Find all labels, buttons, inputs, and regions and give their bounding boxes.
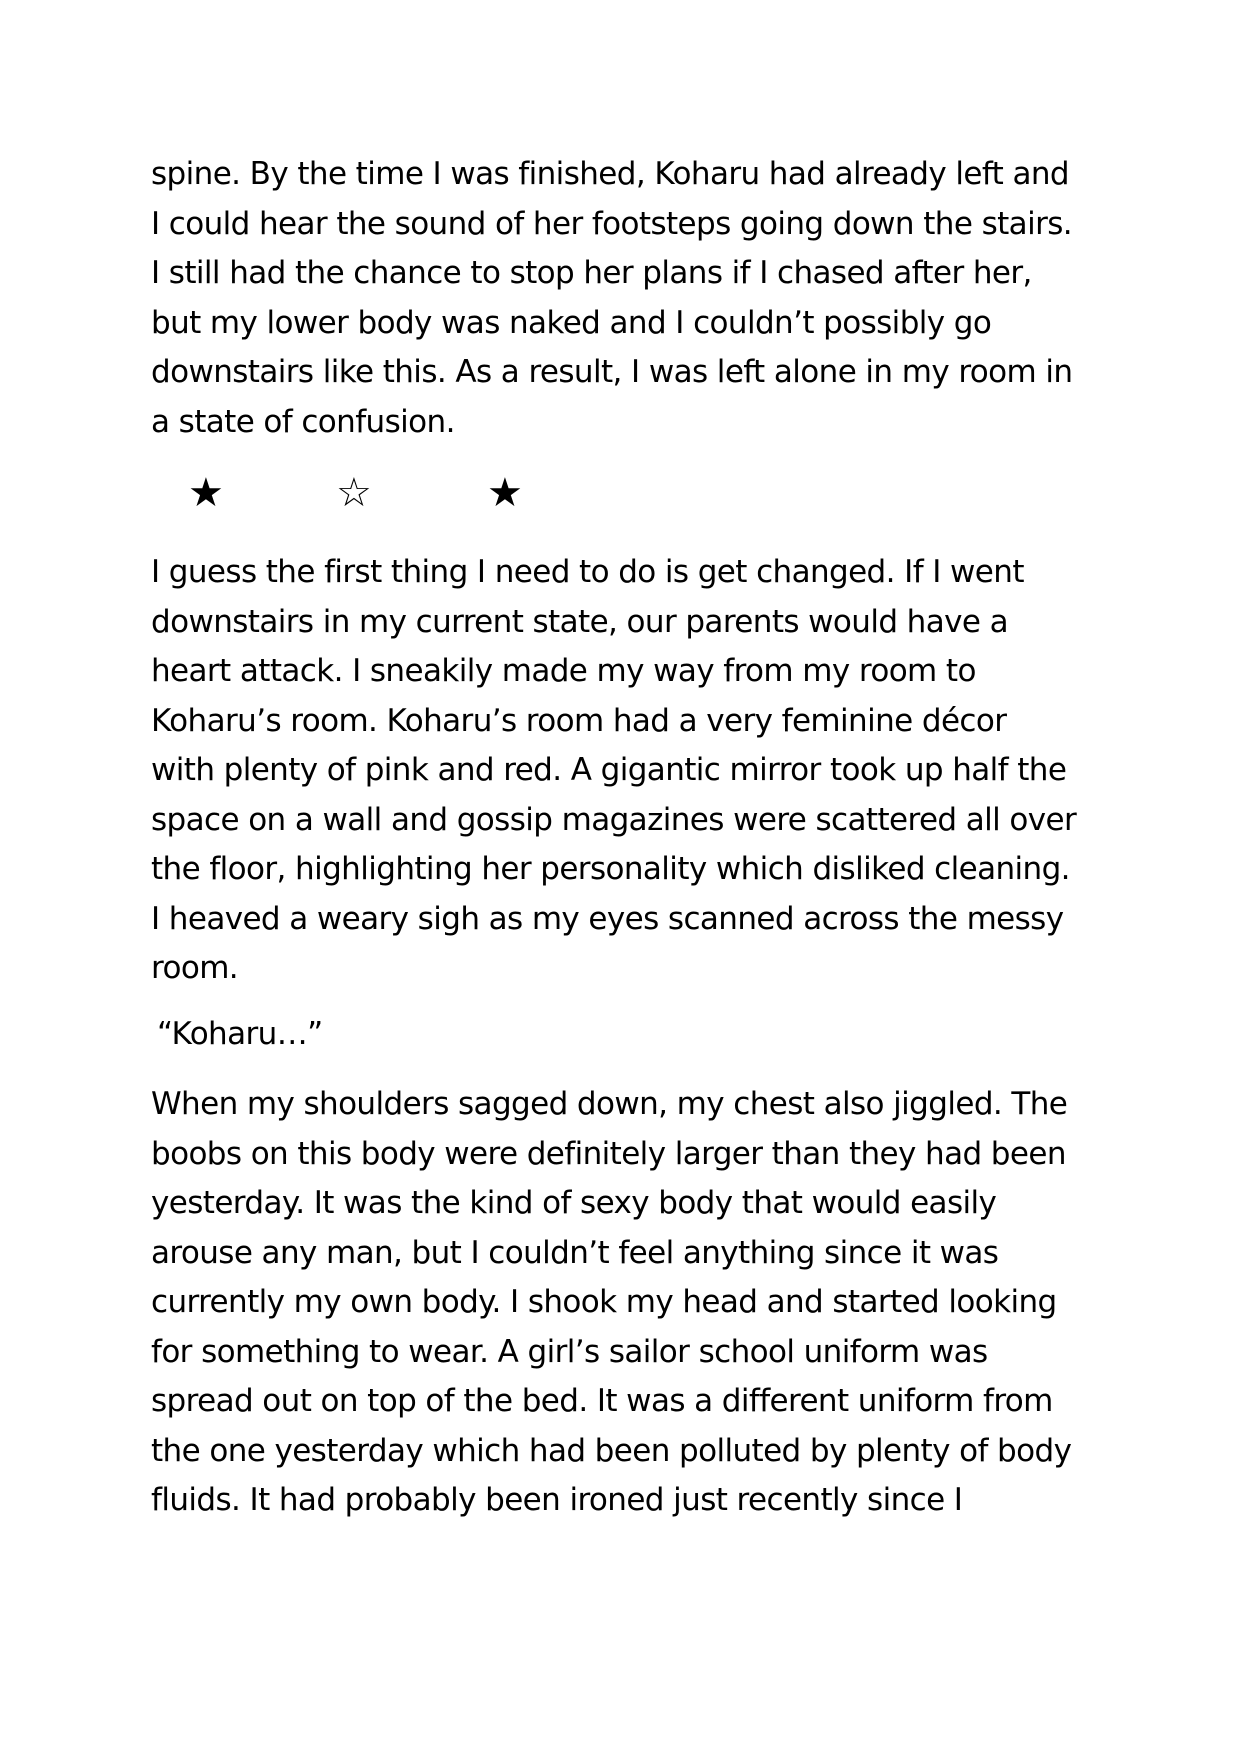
- paragraph-3: When my shoulders sagged down, my chest also jiggled. The boobs on this body were definitely larger than they had been yesterday. It was the kind of sexy body that would easily arouse any man, but I couldn’t feel anything since it was currently my own body. I shook my head and started looking for something to wear. A girl’s sailor school uniform was spread out on top of the bed. It was a different uniform from the one yesterday which had been polluted by plenty of body fluids. It had probably been ironed just recently since I: [151, 1086, 1072, 1518]
- outline-star-icon: ☆: [336, 470, 372, 516]
- paragraph-2: I guess the first thing I need to do is get changed. If I went downstairs in my current state, our parents would have a heart attack. I sneakily made my way from my room to Koharu’s room. Koharu’s room had a very feminine décor with plenty of pink and red. A gigantic mirror took up half the space on a wall and gossip magazines were scattered all over the floor, highlighting her personality which disliked cleaning. I heaved a weary sigh as my eyes scanned across the messy room.: [151, 554, 1077, 986]
- scene-separator: [0, 468, 1241, 518]
- filled-star-icon: ★: [188, 470, 224, 516]
- paragraph-1: spine. By the time I was finished, Koharu had already left and I could hear the sound of her footsteps going down the stairs. I still had the chance to stop her plans if I chased after her, but my lower body was naked and I couldn’t possibly go downstairs like this. As a result, I was left alone in my room in a state of confusion.: [151, 156, 1073, 440]
- dialogue-line: “Koharu…”: [157, 1016, 323, 1052]
- filled-star-icon: ★: [487, 470, 523, 516]
